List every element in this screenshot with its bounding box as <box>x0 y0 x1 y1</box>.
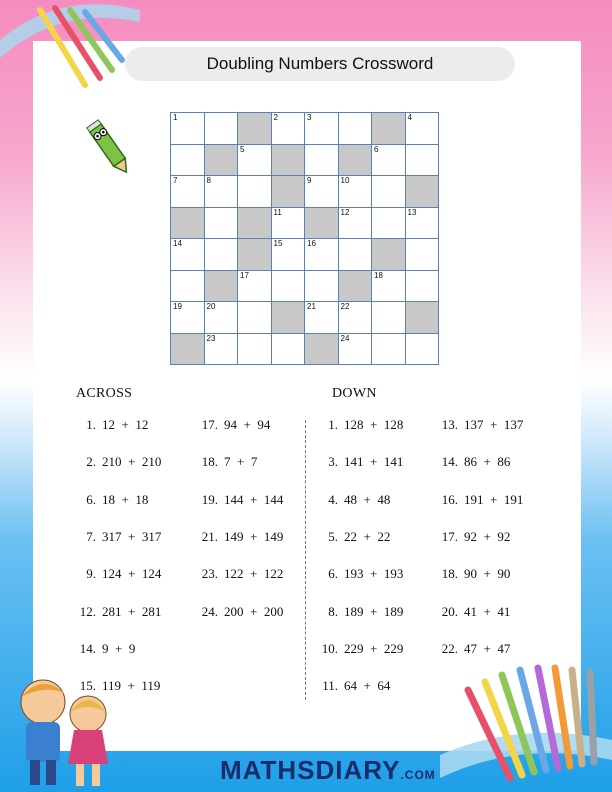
grid-row <box>171 239 439 271</box>
down-clue <box>316 641 403 657</box>
grid-cell[interactable] <box>271 333 305 365</box>
grid-row <box>171 176 439 208</box>
cell-number: 9 <box>307 176 312 185</box>
cell-number: 17 <box>240 270 249 280</box>
grid-cell[interactable] <box>305 176 339 208</box>
grid-cell[interactable] <box>372 144 406 176</box>
clue-expression: 94 + 94 <box>224 417 271 432</box>
clue-expression: 281 + 281 <box>102 603 162 619</box>
grid-cell-blocked <box>305 333 339 365</box>
grid-cell[interactable] <box>171 302 205 334</box>
grid-cell[interactable] <box>305 270 339 302</box>
grid-cell-blocked <box>171 333 205 365</box>
grid-cell-blocked <box>204 270 238 302</box>
across-clue <box>74 492 148 508</box>
grid-cell[interactable] <box>238 333 272 365</box>
grid-cell[interactable] <box>305 302 339 334</box>
clue-number: 19. <box>201 491 218 507</box>
clue-number: 10. <box>321 640 338 656</box>
down-clue <box>316 566 403 582</box>
clue-expression: 64 + 64 <box>344 678 391 694</box>
page-title: Doubling Numbers Crossword <box>125 47 515 81</box>
cell-number: 15 <box>273 239 283 248</box>
cell-number: 23 <box>206 333 216 343</box>
clue-expression: 141 + 141 <box>344 454 404 470</box>
clue-number: 15. <box>79 678 96 694</box>
across-clue <box>74 529 161 545</box>
grid-cell[interactable] <box>305 144 339 176</box>
grid-cell[interactable] <box>204 207 238 239</box>
grid-cell[interactable] <box>405 113 439 145</box>
grid-cell[interactable] <box>372 302 406 334</box>
cell-number: 1 <box>173 113 178 122</box>
grid-cell[interactable] <box>271 113 305 145</box>
clue-number: 6. <box>86 491 96 507</box>
across-clue <box>196 492 283 508</box>
clue-expression: 122 + 122 <box>224 566 284 582</box>
crossword-grid <box>170 112 439 365</box>
cell-number: 19 <box>173 302 182 311</box>
grid-row <box>171 207 439 239</box>
clue-expression: 149 + 149 <box>224 528 284 544</box>
clue-expression: 144 + 144 <box>224 491 284 507</box>
across-clue <box>74 678 160 694</box>
across-clue <box>196 454 257 470</box>
clue-expression: 92 + 92 <box>464 528 511 544</box>
clue-number: 14. <box>79 640 96 656</box>
clue-expression: 18 + 18 <box>102 491 149 507</box>
grid-cell-blocked <box>405 176 439 208</box>
grid-cell[interactable] <box>204 239 238 271</box>
pencil-mascot-icon <box>85 115 135 180</box>
grid-cell[interactable] <box>238 302 272 334</box>
clue-number: 2. <box>86 454 96 470</box>
clue-number: 6. <box>328 566 338 582</box>
cell-number: 2 <box>273 113 278 122</box>
grid-cell[interactable] <box>305 239 339 271</box>
clue-expression: 90 + 90 <box>464 566 511 582</box>
grid-cell-blocked <box>238 239 272 271</box>
cell-number: 13 <box>407 207 417 217</box>
clue-number: 20. <box>441 603 458 619</box>
grid-cell[interactable] <box>204 333 238 365</box>
down-clue <box>436 492 523 508</box>
down-clue <box>316 417 403 433</box>
across-clue <box>74 417 148 433</box>
grid-cell[interactable] <box>338 333 372 365</box>
clue-expression: 137 + 137 <box>464 417 524 432</box>
clue-expression: 210 + 210 <box>102 454 162 470</box>
grid-cell[interactable] <box>372 333 406 365</box>
grid-cell[interactable] <box>238 176 272 208</box>
grid-cell[interactable] <box>271 207 305 239</box>
clue-expression: 191 + 191 <box>464 491 524 507</box>
cell-number: 3 <box>307 113 312 122</box>
clue-number: 9. <box>86 566 96 582</box>
clue-number: 18. <box>201 454 218 470</box>
down-clue <box>436 566 510 582</box>
cell-number: 22 <box>340 302 350 311</box>
clue-expression: 124 + 124 <box>102 566 162 582</box>
across-clue <box>196 604 283 620</box>
clue-number: 3. <box>328 454 338 470</box>
grid-row <box>171 144 439 176</box>
clue-number: 14. <box>441 454 458 470</box>
grid-cell-blocked <box>238 113 272 145</box>
cell-number: 6 <box>374 144 379 154</box>
across-clue <box>74 641 135 657</box>
grid-cell-blocked <box>238 207 272 239</box>
down-clue <box>316 604 403 620</box>
across-clue <box>196 566 283 582</box>
grid-cell[interactable] <box>171 144 205 176</box>
grid-cell[interactable] <box>305 113 339 145</box>
clue-expression: 128 + 128 <box>344 417 404 432</box>
grid-cell[interactable] <box>338 302 372 334</box>
clue-expression: 193 + 193 <box>344 566 404 582</box>
clue-expression: 189 + 189 <box>344 603 404 619</box>
clue-expression: 200 + 200 <box>224 603 284 619</box>
grid-cell[interactable] <box>271 239 305 271</box>
cell-number: 12 <box>340 207 350 217</box>
grid-cell-blocked <box>171 207 205 239</box>
cell-number: 7 <box>173 176 178 185</box>
grid-cell[interactable] <box>405 239 439 271</box>
grid-cell-blocked <box>271 176 305 208</box>
across-clue <box>74 566 161 582</box>
clue-number: 16. <box>441 491 458 507</box>
column-divider <box>305 420 306 700</box>
grid-cell[interactable] <box>372 270 406 302</box>
grid-cell[interactable] <box>338 207 372 239</box>
grid-cell[interactable] <box>338 239 372 271</box>
down-clue <box>436 454 510 470</box>
cell-number: 16 <box>307 239 316 248</box>
cell-number: 14 <box>173 239 182 248</box>
down-clue <box>316 678 390 694</box>
down-clue <box>436 641 510 657</box>
brand-logo: MATHSDIARY.COM <box>220 755 436 785</box>
down-clue <box>436 529 510 545</box>
cell-number: 20 <box>206 302 216 311</box>
grid-cell[interactable] <box>238 144 272 176</box>
grid-cell[interactable] <box>372 176 406 208</box>
clue-number: 1. <box>328 417 338 432</box>
clue-number: 4. <box>328 491 338 507</box>
clue-number: 13. <box>441 417 458 432</box>
grid-cell-blocked <box>372 239 406 271</box>
clue-number: 22. <box>441 640 458 656</box>
across-clue <box>196 529 283 545</box>
across-clue <box>196 417 270 433</box>
grid-cell[interactable] <box>171 176 205 208</box>
grid-cell-blocked <box>338 144 372 176</box>
grid-row <box>171 113 439 145</box>
grid-cell-blocked <box>405 302 439 334</box>
across-clue <box>74 604 161 620</box>
grid-cell-blocked <box>271 302 305 334</box>
down-clue <box>316 454 403 470</box>
across-clue <box>74 454 161 470</box>
cell-number: 8 <box>206 176 211 185</box>
clue-number: 1. <box>86 417 96 432</box>
grid-cell-blocked <box>338 270 372 302</box>
cell-number: 10 <box>340 176 350 185</box>
clue-number: 12. <box>79 603 96 619</box>
clue-number: 7. <box>86 528 96 544</box>
grid-row <box>171 333 439 365</box>
grid-cell[interactable] <box>338 113 372 145</box>
cell-number: 21 <box>307 302 316 311</box>
clue-number: 8. <box>328 603 338 619</box>
grid-row <box>171 270 439 302</box>
clue-expression: 41 + 41 <box>464 603 511 619</box>
grid-cell[interactable] <box>405 270 439 302</box>
clue-expression: 7 + 7 <box>224 454 258 470</box>
grid-cell[interactable] <box>171 270 205 302</box>
clue-number: 21. <box>201 528 218 544</box>
down-clue <box>436 417 523 433</box>
grid-cell[interactable] <box>204 113 238 145</box>
clue-expression: 47 + 47 <box>464 640 511 656</box>
grid-cell[interactable] <box>171 113 205 145</box>
clue-number: 11. <box>322 678 338 694</box>
grid-cell[interactable] <box>405 207 439 239</box>
grid-row <box>171 302 439 334</box>
clue-expression: 22 + 22 <box>344 528 391 544</box>
grid-cell[interactable] <box>171 239 205 271</box>
color-pencils-ribbon-bottom-right-icon <box>440 660 612 792</box>
cell-number: 18 <box>374 270 383 280</box>
grid-cell-blocked <box>204 144 238 176</box>
grid-cell[interactable] <box>238 270 272 302</box>
clue-number: 24. <box>201 603 218 619</box>
clue-number: 17. <box>201 417 218 432</box>
cell-number: 11 <box>273 207 282 217</box>
down-clue <box>436 604 510 620</box>
grid-cell-blocked <box>305 207 339 239</box>
clue-expression: 48 + 48 <box>344 491 391 507</box>
clue-expression: 86 + 86 <box>464 454 511 470</box>
clue-expression: 229 + 229 <box>344 640 404 656</box>
clue-number: 18. <box>441 566 458 582</box>
cell-number: 24 <box>340 333 350 343</box>
grid-cell[interactable] <box>338 176 372 208</box>
cell-number: 5 <box>240 144 245 154</box>
cell-number: 4 <box>407 113 412 122</box>
grid-cell[interactable] <box>271 270 305 302</box>
clue-number: 17. <box>441 528 458 544</box>
grid-cell[interactable] <box>204 302 238 334</box>
clue-number: 5. <box>328 528 338 544</box>
down-clue <box>316 529 390 545</box>
clue-expression: 12 + 12 <box>102 417 149 432</box>
clue-expression: 317 + 317 <box>102 528 162 544</box>
grid-cell[interactable] <box>405 333 439 365</box>
clue-expression: 9 + 9 <box>102 640 136 656</box>
clue-number: 23. <box>201 566 218 582</box>
grid-cell[interactable] <box>204 176 238 208</box>
down-heading: DOWN <box>332 386 377 401</box>
pencils-ribbon-top-left-icon <box>0 0 140 110</box>
across-heading: ACROSS <box>76 386 133 401</box>
grid-cell[interactable] <box>372 207 406 239</box>
grid-cell-blocked <box>271 144 305 176</box>
clue-expression: 119 + 119 <box>102 678 161 694</box>
down-clue <box>316 492 390 508</box>
grid-cell-blocked <box>372 113 406 145</box>
grid-cell[interactable] <box>405 144 439 176</box>
